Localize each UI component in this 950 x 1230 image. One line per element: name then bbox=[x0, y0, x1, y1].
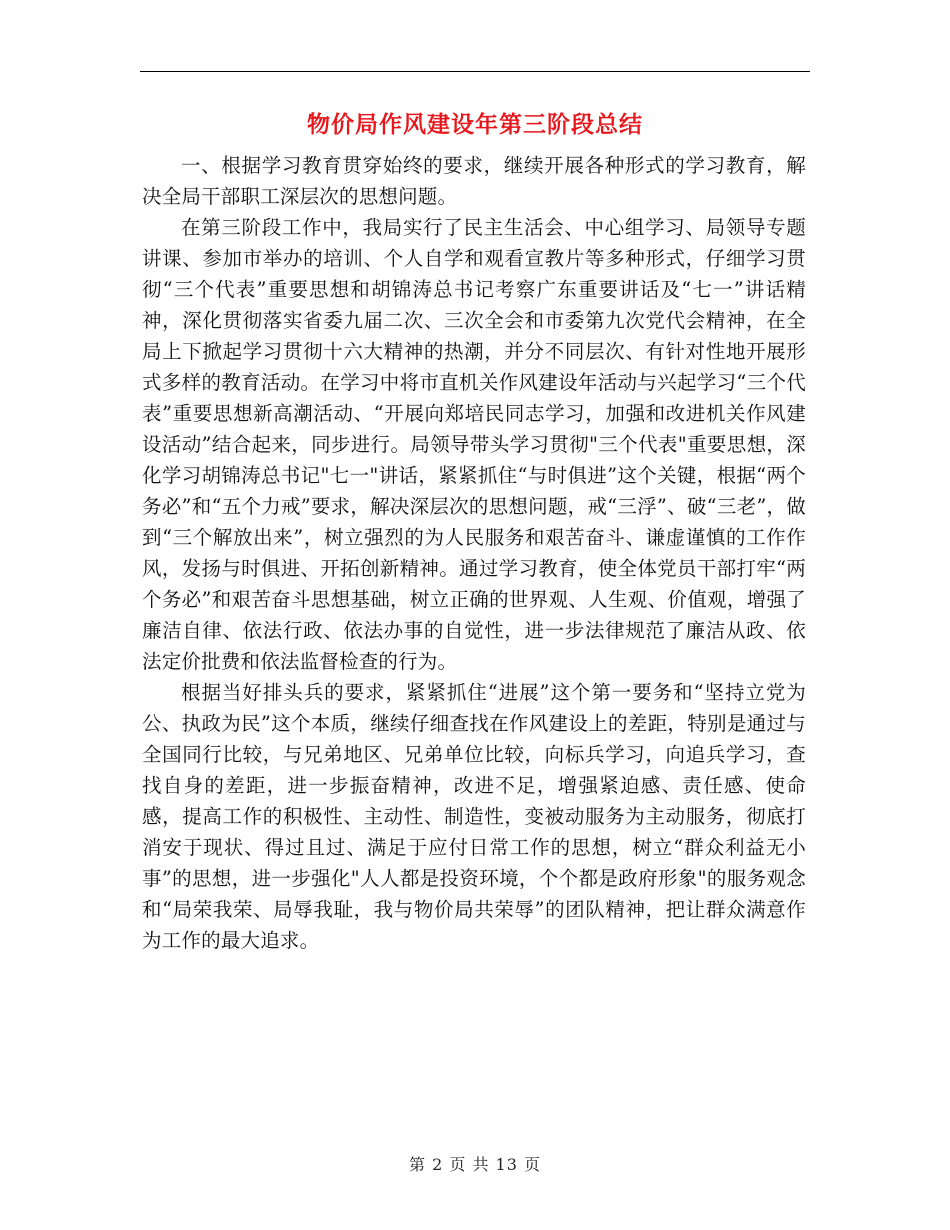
page-footer: 第 2 页 共 13 页 bbox=[409, 1155, 541, 1174]
document-body bbox=[142, 150, 806, 956]
paragraph-1: 一、根据学习教育贯穿始终的要求，继续开展各种形式的学习教育，解决全局干部职工深层次的思想问题。 bbox=[142, 154, 806, 208]
header-rule bbox=[140, 71, 810, 72]
paragraph-3: 根据当好排头兵的要求，紧紧抓住“进展”这个第一要务和“坚持立党为公、执政为民”这个本质，继续仔细查找在作风建设上的差距，特别是通过与全国同行比较，与兄弟地区、兄弟单位比较，向标兵学习，向追兵学习，查找自身的差距，进一步振奋精神，改进不足，增强紧迫感、责任感、使命感，提高工作的积极性、主动性、制造性，变被动服务为主动服务，彻底打消安于现状、得过且过、满足于应付日常工作的思想，树立“群众利益无小事”的思想，进一步强化"人人都是投资环境，个个都是政府形象"的服务观念和“局荣我荣、局辱我耻，我与物价局共荣辱”的团队精神，把让群众满意作为工作的最大追求。 bbox=[142, 681, 806, 952]
document-title: 物价局作风建设年第三阶段总结 bbox=[307, 111, 643, 138]
paragraph-2: 在第三阶段工作中，我局实行了民主生活会、中心组学习、局领导专题讲课、参加市举办的培训、个人自学和观看宣教片等多种形式，仔细学习贯彻“三个代表”重要思想和胡锦涛总书记考察广东重要讲话及“七一”讲话精神，深化贯彻落实省委九届二次、三次全会和市委第九次党代会精神，在全局上下掀起学习贯彻十六大精神的热潮，并分不同层次、有针对性地开展形式多样的教育活动。在学习中将市直机关作风建设年活动与兴起学习“三个代表”重要思想新高潮活动、“开展向郑培民同志学习，加强和改进机关作风建设活动”结合起来，同步进行。局领导带头学习贯彻"三个代表"重要思想，深化学习胡锦涛总书记"七一"讲话，紧紧抓住“与时俱进”这个关键，根据“两个务必”和“五个力戒”要求，解决深层次的思想问题，戒“三浮”、破“三老”，做到“三个解放出来”，树立强烈的为人民服务和艰苦奋斗、谦虚谨慎的工作作风，发扬与时俱进、开拓创新精神。通过学习教育，使全体党员干部打牢“两个务必”和艰苦奋斗思想基础，树立正确的世界观、人生观、价值观，增强了廉洁自律、依法行政、依法办事的自觉性，进一步法律规范了廉洁从政、依法定价批费和依法监督检查的行为。 bbox=[142, 216, 806, 673]
